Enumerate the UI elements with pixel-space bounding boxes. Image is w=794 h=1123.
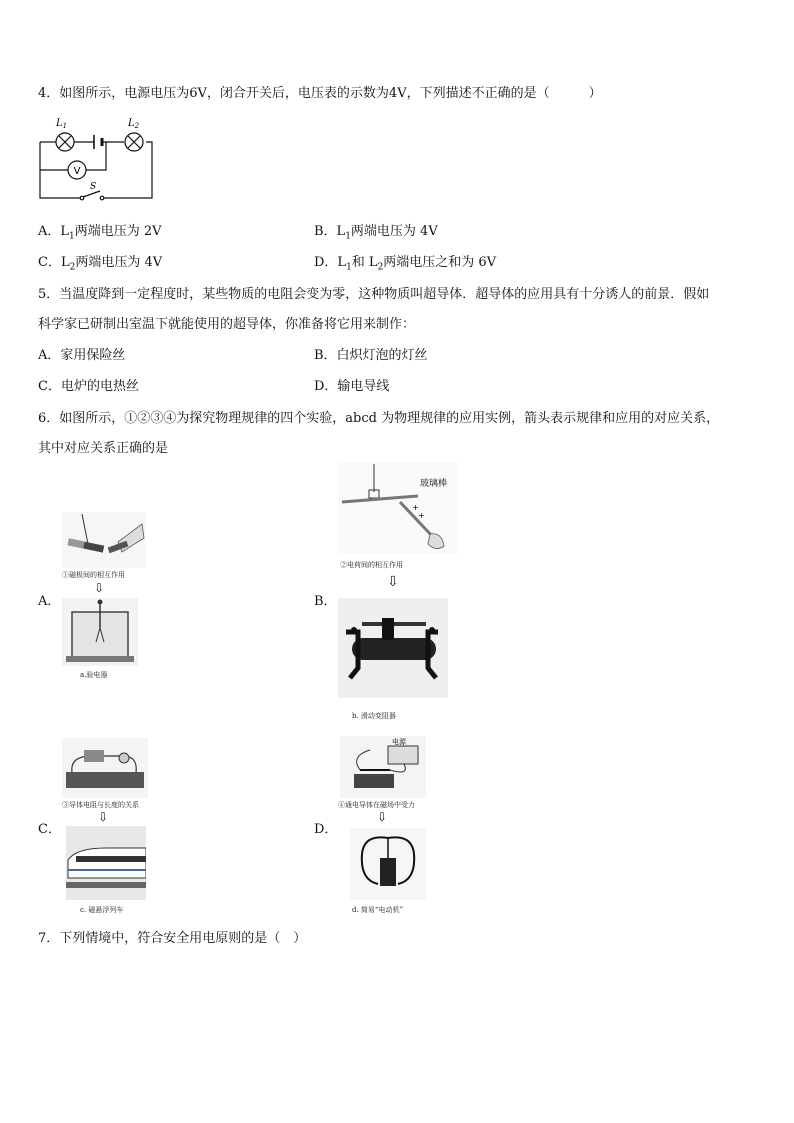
caption-sliding-rheostat: b. 滑动变阻器 <box>352 712 396 720</box>
q5-option-b[interactable]: B．白炽灯泡的灯丝 <box>314 348 428 363</box>
question-4-stem: 4．如图所示，电源电压为6V，闭合开关后，电压表的示数为4V，下列描述不正确的是（ ） <box>38 86 602 101</box>
voltmeter-label: V <box>73 166 81 177</box>
q6-option-b-letter[interactable]: B． <box>314 594 337 609</box>
q6-option-c-letter[interactable]: C． <box>38 822 61 837</box>
glass-rod-label: 玻璃棒 <box>420 479 448 489</box>
caption-magnets-experiment: ①磁极间的相互作用 <box>62 571 125 579</box>
caption-electroscope: a.验电器 <box>80 671 108 679</box>
question-7-stem: 7．下列情境中，符合安全用电原则的是（ ） <box>38 931 307 946</box>
power-source-label: 电源 <box>392 738 406 746</box>
caption-simple-motor: d. 简易“电动机” <box>352 906 404 914</box>
svg-text:+: + <box>412 503 419 512</box>
series-circuit-diagram <box>36 112 158 204</box>
q4-option-a[interactable]: A．$L_1$两端电压为 2V <box>38 224 162 242</box>
maglev-train-image <box>66 826 146 900</box>
q6-option-d-letter[interactable]: D． <box>314 822 338 837</box>
q5-option-a[interactable]: A．家用保险丝 <box>38 348 126 363</box>
caption-conductor-in-magnetic-field: ④通电导体在磁场中受力 <box>338 801 415 809</box>
question-6-stem-line2: 其中对应关系正确的是 <box>38 441 169 456</box>
arrow-down-icon: ⇩ <box>94 581 105 595</box>
q4-option-c[interactable]: C．$L_2$两端电压为 4V <box>38 255 163 273</box>
question-5-stem-line1: 5．当温度降到一定程度时，某些物质的电阻会变为零，这种物质叫超导体．超导体的应用具有十分诱人的前景．假如 <box>38 287 710 302</box>
magnets-experiment-image <box>62 512 146 568</box>
electroscope-image <box>62 598 138 666</box>
question-6-stem-line1: 6．如图所示，①②③④为探究物理规律的四个实验，abcd 为物理规律的应用实例，箭头表示规律和应用的对应关系， <box>38 411 720 426</box>
arrow-down-icon: ⇩ <box>98 810 109 824</box>
caption-charged-rods-experiment: ②电荷间的相互作用 <box>340 561 403 569</box>
arrow-down-icon: ⇩ <box>387 574 399 590</box>
resistance-length-experiment-image <box>62 738 148 798</box>
charged-rods-experiment-image <box>338 462 458 554</box>
sliding-rheostat-image <box>338 598 448 698</box>
simple-motor-image <box>350 828 426 900</box>
arrow-down-icon: ⇩ <box>377 810 388 824</box>
q4-option-d[interactable]: D．$L_1$和 $L_2$两端电压之和为 6V <box>314 255 497 273</box>
caption-maglev-train: c. 磁悬浮列车 <box>80 906 124 914</box>
caption-resistance-length-experiment: ③导体电阻与长度的关系 <box>62 801 139 809</box>
q4-option-b[interactable]: B．$L_1$两端电压为 4V <box>314 224 438 242</box>
switch-label: S <box>90 182 97 192</box>
lamp-l2-label: $L_2$ <box>128 118 140 130</box>
lamp-l1-label: $L_1$ <box>56 118 68 130</box>
q6-option-a-letter[interactable]: A． <box>38 594 61 609</box>
q5-option-c[interactable]: C．电炉的电热丝 <box>38 379 139 394</box>
q5-option-d[interactable]: D．输电导线 <box>314 379 390 394</box>
question-5-stem-line2: 科学家已研制出室温下就能使用的超导体，你准备将它用来制作： <box>38 317 416 332</box>
conductor-in-magnetic-field-image <box>340 736 426 798</box>
svg-text:+: + <box>418 511 425 520</box>
